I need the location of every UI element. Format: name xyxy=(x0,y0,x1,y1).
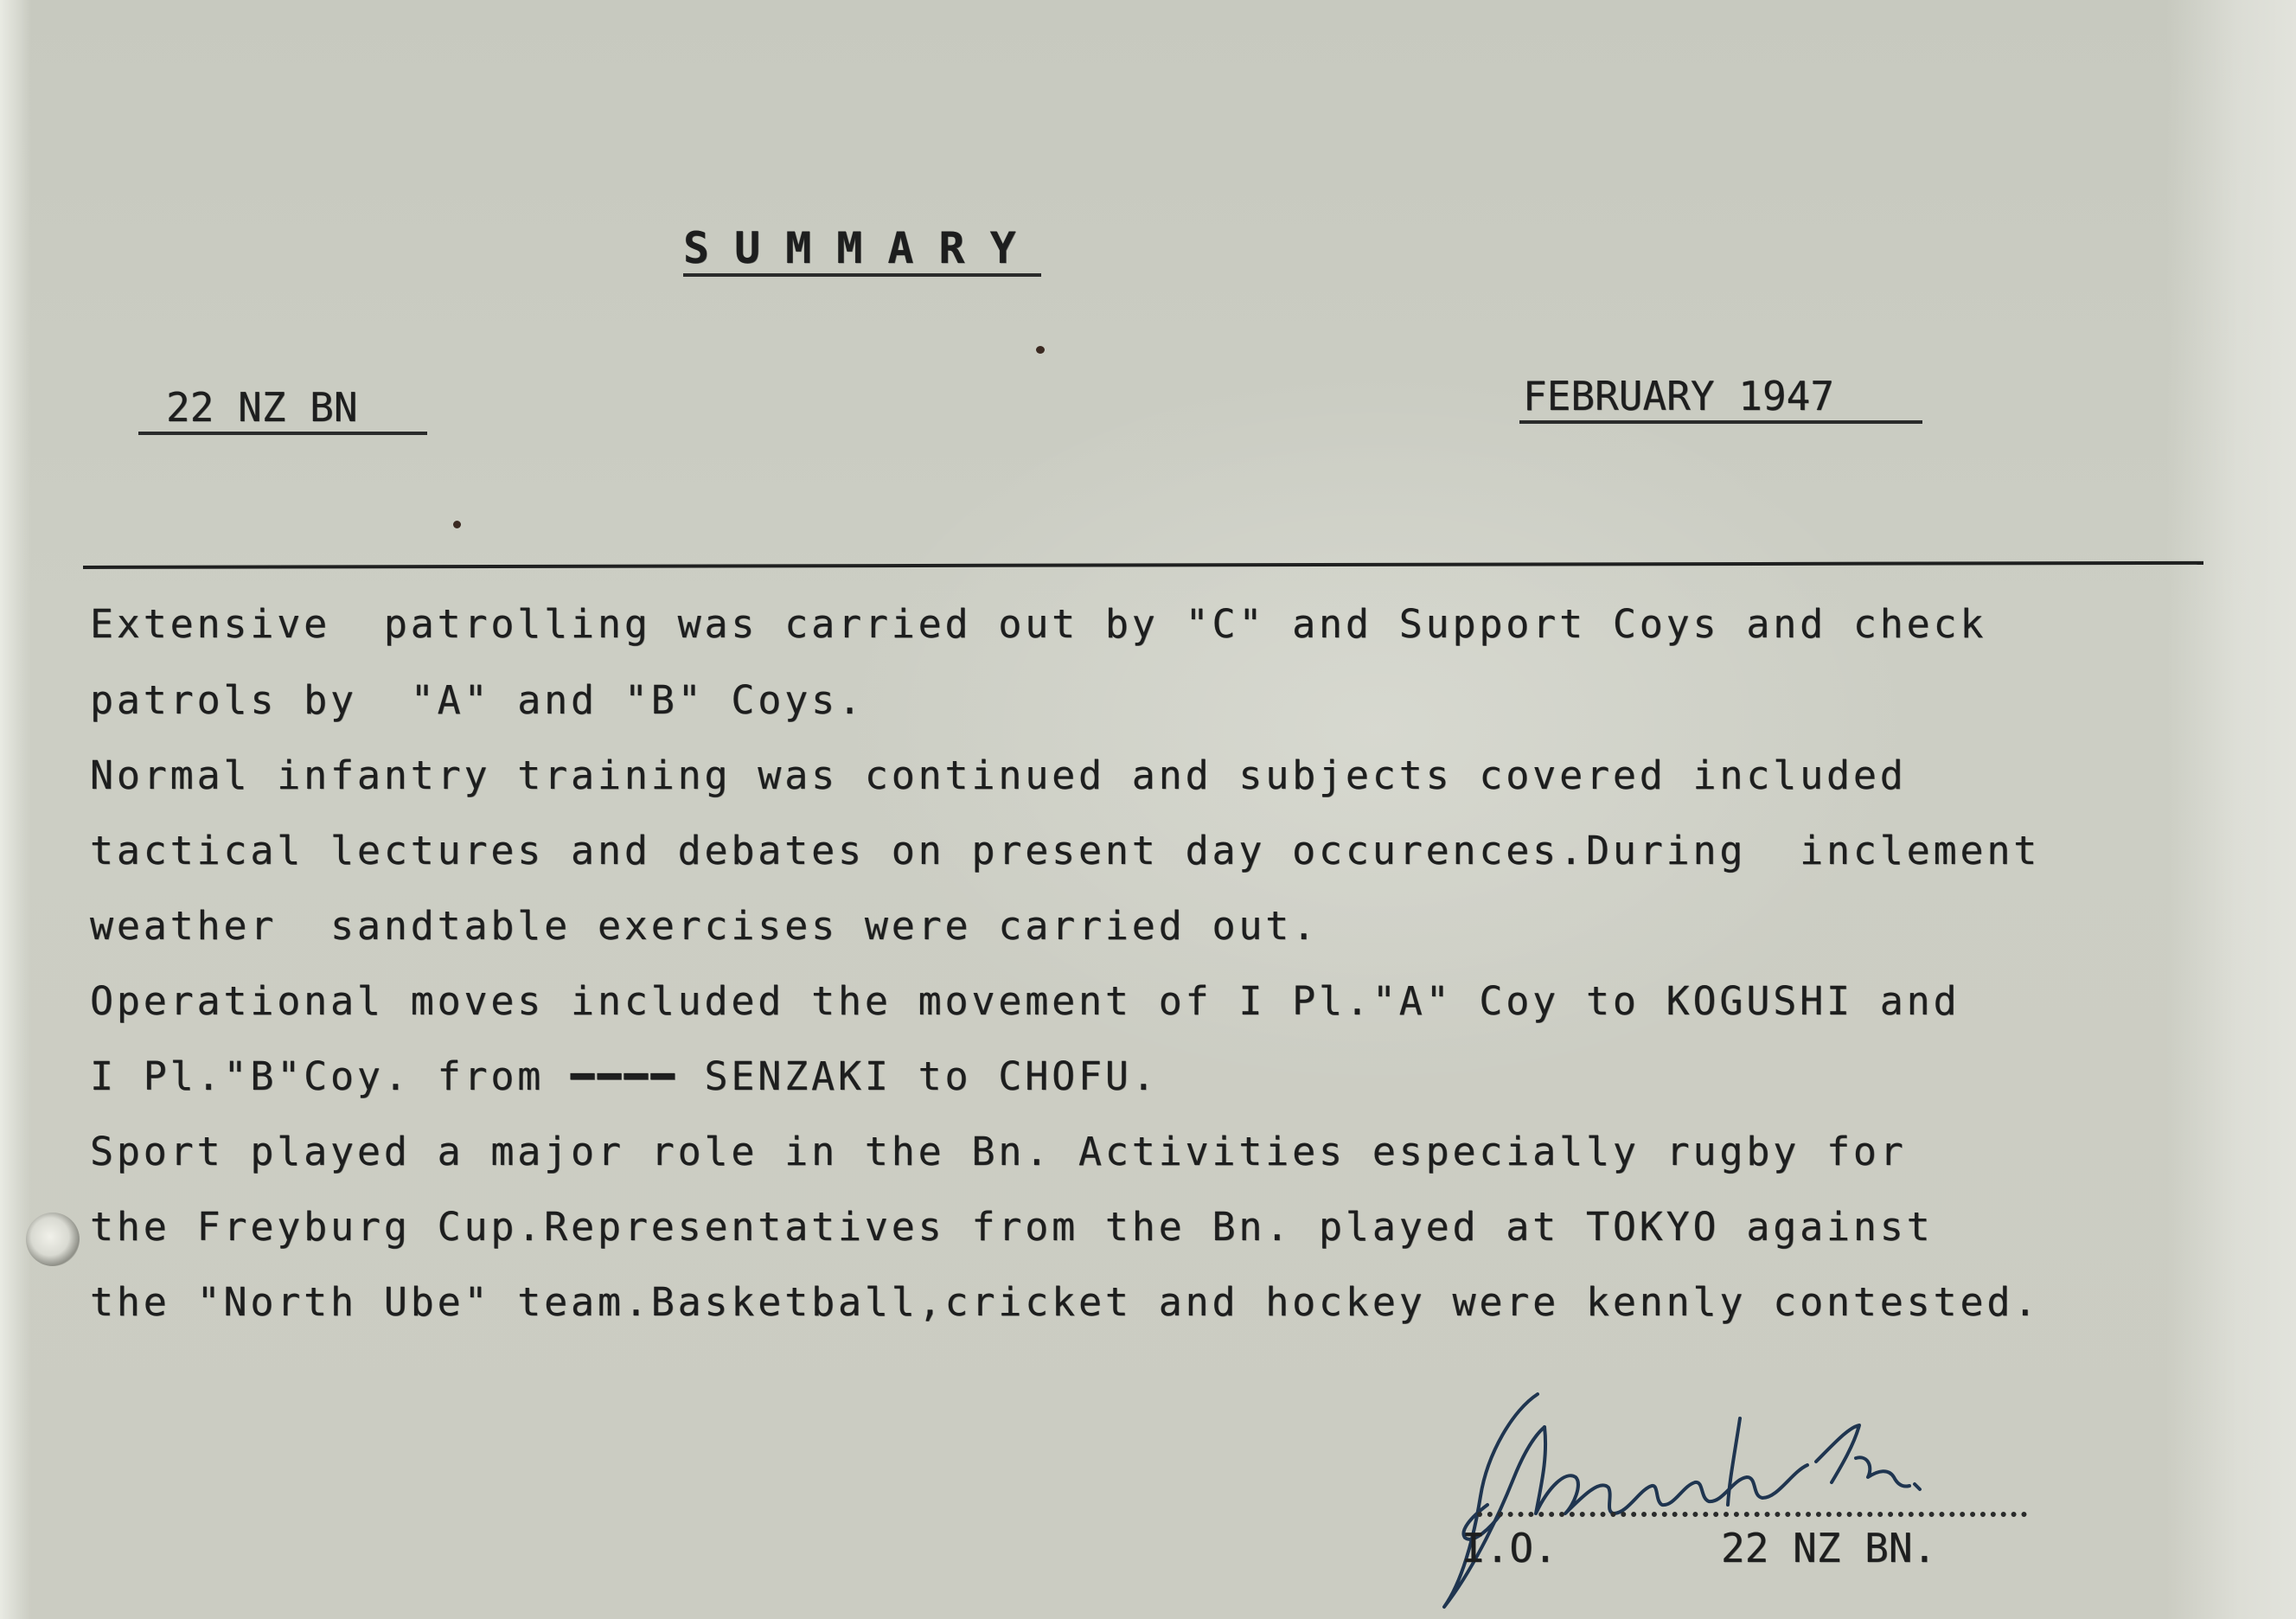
punch-hole xyxy=(26,1213,80,1266)
body-line: weather sandtable exercises were carried out. xyxy=(90,903,1320,949)
body-line: tactical lectures and debates on present day occurences.During inclement xyxy=(90,828,2041,873)
body-line: the "North Ube" team.Basketball,cricket and hockey were kennly contested. xyxy=(90,1279,2041,1325)
body-line: the Freyburg Cup.Representatives from the Bn. played at TOKYO against xyxy=(90,1204,1934,1250)
body-line: Normal infantry training was continued and subjects covered included xyxy=(90,752,1907,798)
summary-body xyxy=(90,600,2200,1344)
page-left-edge xyxy=(0,0,31,1619)
body-line: Extensive patrolling was carried out by "C" and Support Coys and check xyxy=(90,601,1987,647)
signature-dotted-line xyxy=(1477,1512,2027,1517)
handwritten-signature xyxy=(1436,1375,1989,1617)
ink-speck xyxy=(453,521,461,528)
signatory-title: I.O. xyxy=(1461,1525,1557,1571)
signatory-unit: 22 NZ BN. xyxy=(1721,1525,1937,1571)
horizontal-rule xyxy=(83,561,2203,569)
ink-speck xyxy=(1036,346,1045,354)
document-title: SUMMARY xyxy=(683,223,1041,277)
body-line: Sport played a major role in the Bn. Activities especially rugby for xyxy=(90,1129,1907,1174)
body-line: I Pl."B"Coy. from ━━━━ SENZAKI to CHOFU. xyxy=(90,1053,1159,1099)
unit-heading: 22 NZ BN xyxy=(138,383,427,435)
body-line: Operational moves included the movement of I Pl."A" Coy to KOGUSHI and xyxy=(90,978,1960,1024)
period-heading: FEBRUARY 1947 xyxy=(1519,372,1922,424)
body-line: patrols by "A" and "B" Coys. xyxy=(90,677,865,723)
